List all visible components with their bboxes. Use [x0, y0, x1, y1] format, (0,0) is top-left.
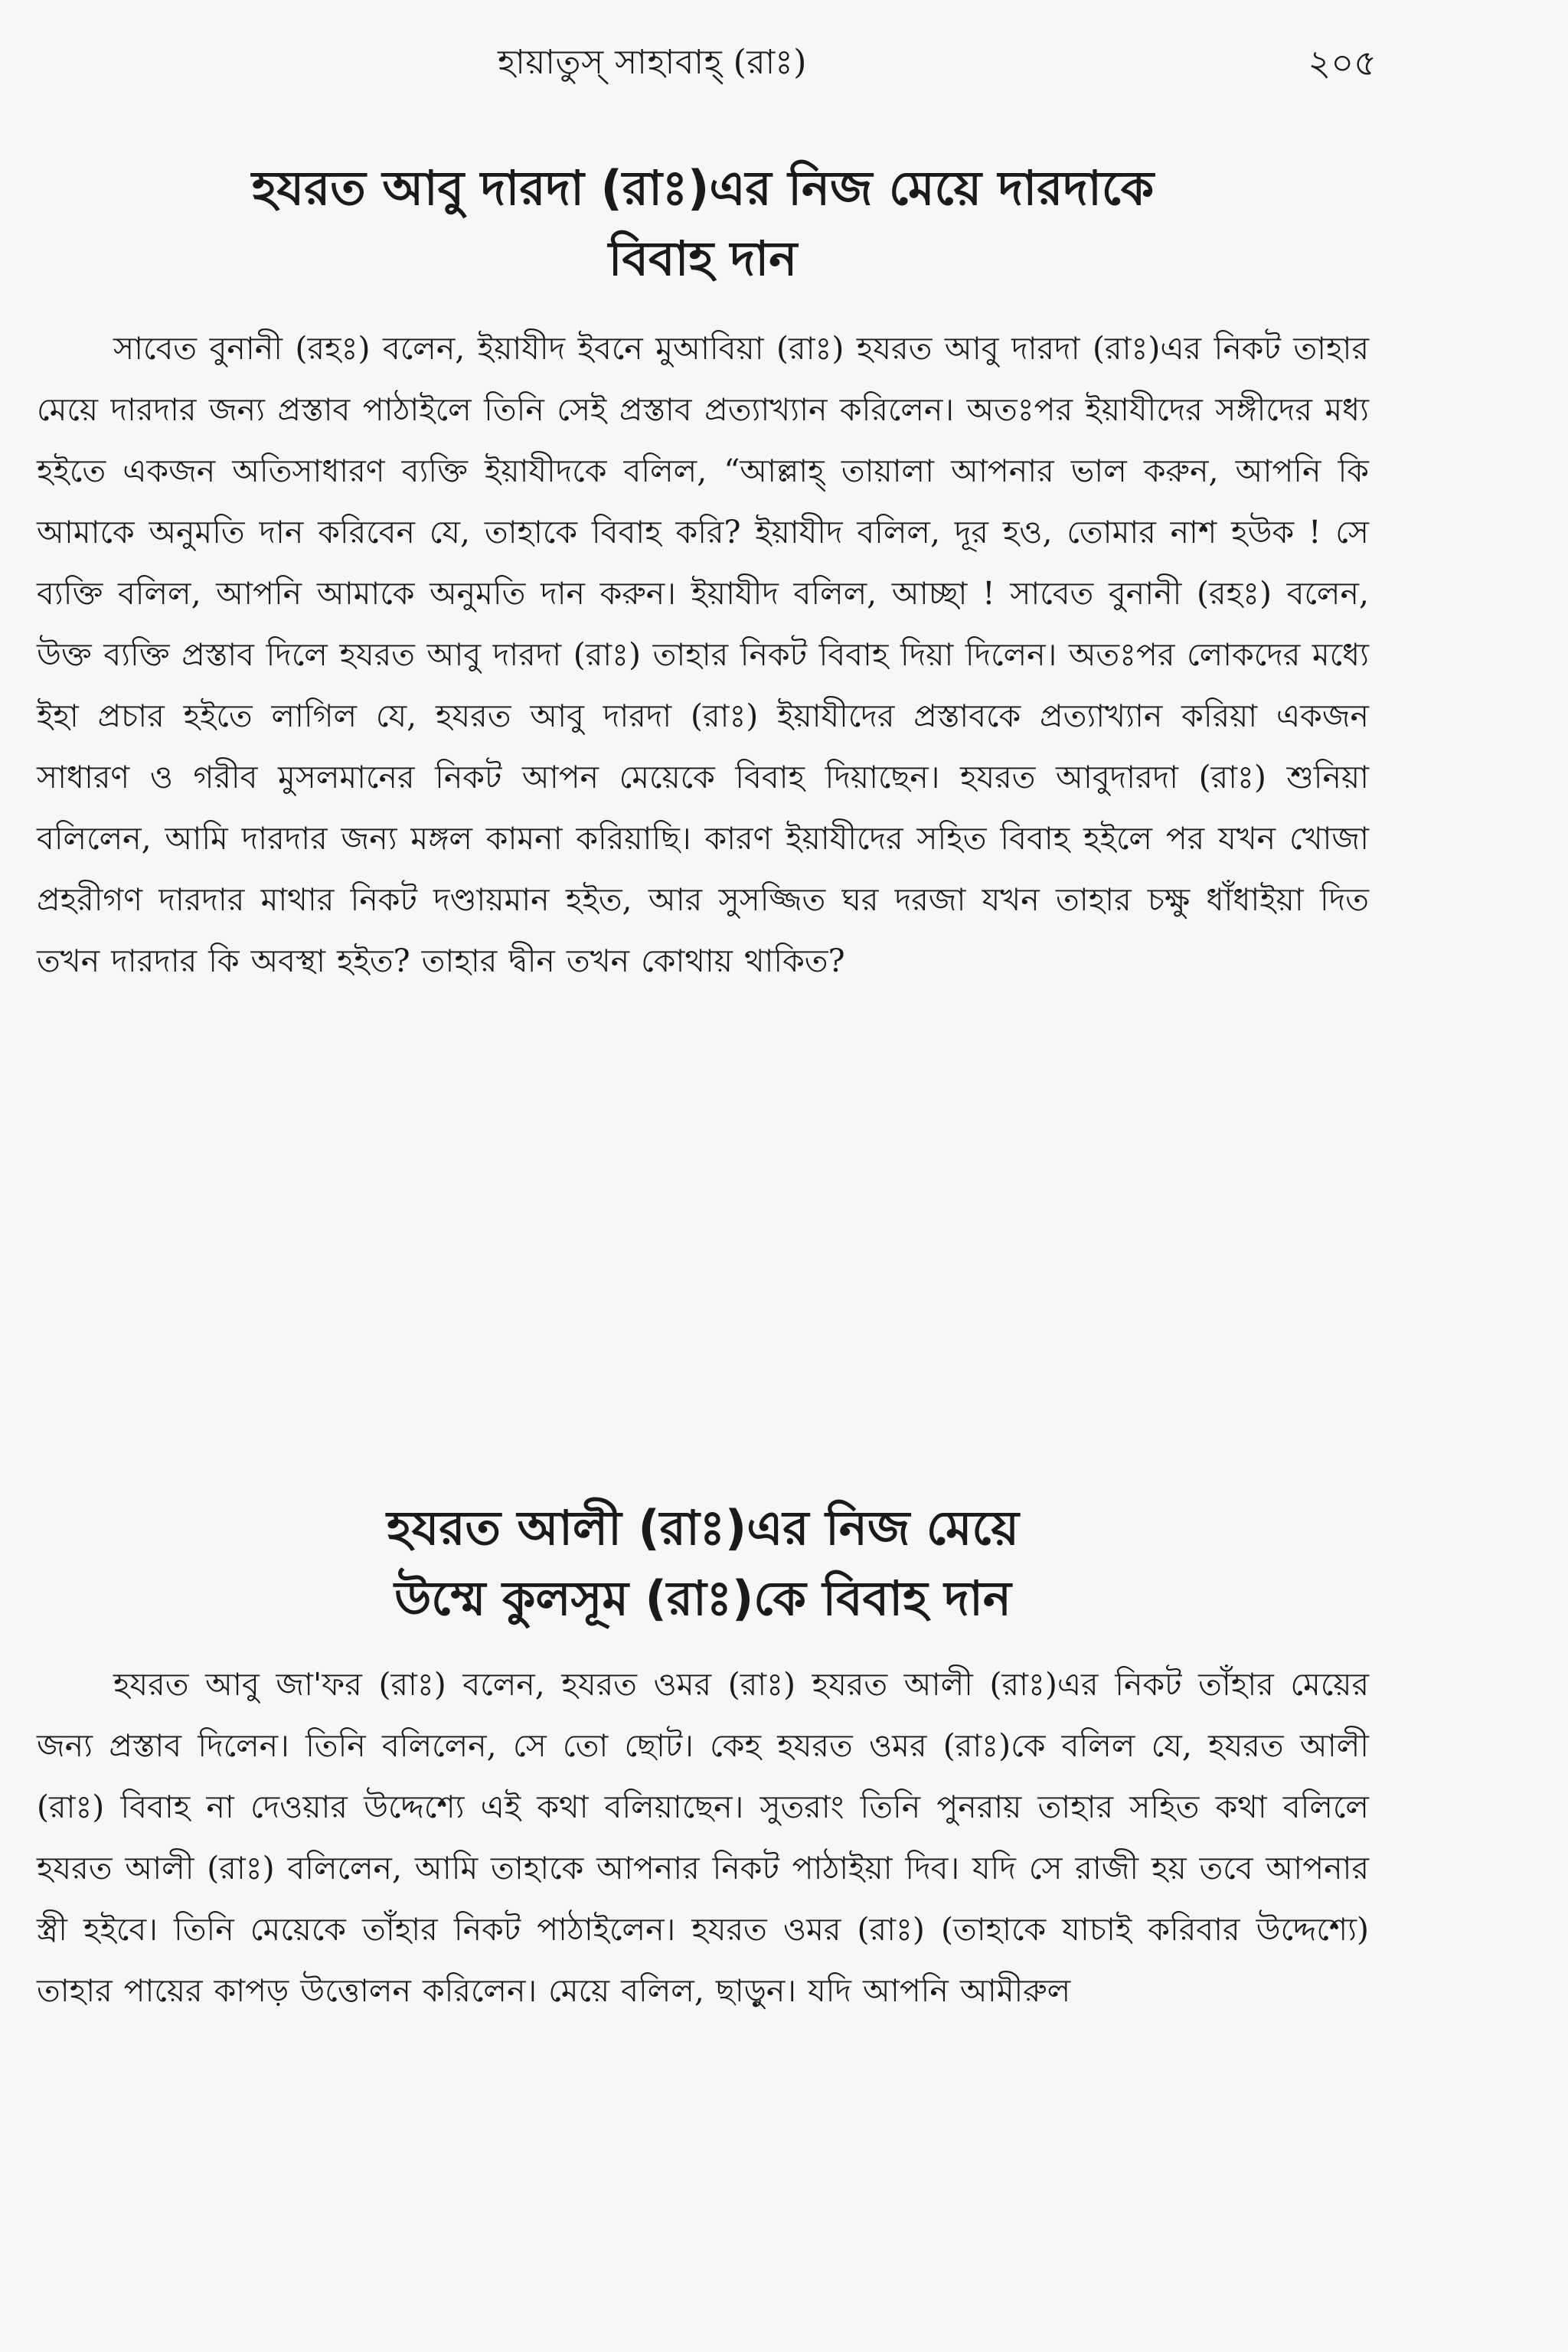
- section-title: [37, 1493, 1369, 1634]
- running-title: হায়াতুস্ সাহাবাহ্ (রাঃ): [498, 43, 807, 82]
- running-header: [0, 40, 1568, 86]
- section-title: [37, 153, 1369, 294]
- section-title-line: হযরত আলী (রাঃ)এর নিজ মেয়ে: [387, 1500, 1019, 1556]
- page-number: ২০৫: [1308, 42, 1377, 83]
- section-title-line: হযরত আবু দারদা (রাঃ)এর নিজ মেয়ে দারদাকে: [251, 160, 1155, 216]
- section-title-line: বিবাহ দান: [608, 230, 798, 286]
- section-body-paragraph: হযরত আবু জা'ফর (রাঃ) বলেন, হযরত ওমর (রাঃ) হযরত আলী (রাঃ)এর নিকট তাঁহার মেয়ের জন্য প্রস্তাব দিলেন। তিনি বলিলেন, সে তো ছোট। কেহ হযরত ওমর (রাঃ)কে বলিল যে, হযরত আলী (রাঃ) বিবাহ না দেওয়ার উদ্দেশ্যে এই কথা বলিয়াছেন। সুতরাং তিনি পুনরায় তাহার সহিত কথা বলিলে হযরত আলী (রাঃ) বলিলেন, আমি তাহাকে আপনার নিকট পাঠাইয়া দিব। যদি সে রাজী হয় তবে আপনার স্ত্রী হইবে। তিনি মেয়েকে তাঁহার নিকট পাঠাইলেন। হযরত ওমর (রাঃ) (তাহাকে যাচাই করিবার উদ্দেশ্যে) তাহার পায়ের কাপড় উত্তোলন করিলেন। মেয়ে বলিল, ছাড়ুন। যদি আপনি আমীরুল: [37, 1666, 1369, 2009]
- section-body-paragraph: সাবেত বুনানী (রহঃ) বলেন, ইয়াযীদ ইবনে মুআবিয়া (রাঃ) হযরত আবু দারদা (রাঃ)এর নিকট তাহার মেয়ে দারদার জন্য প্রস্তাব পাঠাইলে তিনি সেই প্রস্তাব প্রত্যাখ্যান করিলেন। অতঃপর ইয়াযীদের সঙ্গীদের মধ্য হইতে একজন অতিসাধারণ ব্যক্তি ইয়াযীদকে বলিল, “আল্লাহ্ তায়ালা আপনার ভাল করুন, আপনি কি আমাকে অনুমতি দান করিবেন যে, তাহাকে বিবাহ করি? ইয়াযীদ বলিল, দূর হও, তোমার নাশ হউক ! সে ব্যক্তি বলিল, আপনি আমাকে অনুমতি দান করুন। ইয়াযীদ বলিল, আচ্ছা ! সাবেত বুনানী (রহঃ) বলেন, উক্ত ব্যক্তি প্রস্তাব দিলে হযরত আবু দারদা (রাঃ) তাহার নিকট বিবাহ দিয়া দিলেন। অতঃপর লোকদের মধ্যে ইহা প্রচার হইতে লাগিল যে, হযরত আবু দারদা (রাঃ) ইয়াযীদের প্রস্তাবকে প্রত্যাখ্যান করিয়া একজন সাধারণ ও গরীব মুসলমানের নিকট আপন মেয়েকে বিবাহ দিয়াছেন। হযরত আবুদারদা (রাঃ) শুনিয়া বলিলেন, আমি দারদার জন্য মঙ্গল কামনা করিয়াছি। কারণ ইয়াযীদের সহিত বিবাহ হইলে পর যখন খোজা প্রহরীগণ দারদার মাথার নিকট দণ্ডায়মান হইত, আর সুসজ্জিত ঘর দরজা যখন তাহার চক্ষু ধাঁধাইয়া দিত তখন দারদার কি অবস্থা হইত? তাহার দ্বীন তখন কোথায় থাকিত?: [37, 330, 1369, 979]
- section-title-line: উম্মে কুলসূম (রাঃ)কে বিবাহ দান: [394, 1570, 1011, 1626]
